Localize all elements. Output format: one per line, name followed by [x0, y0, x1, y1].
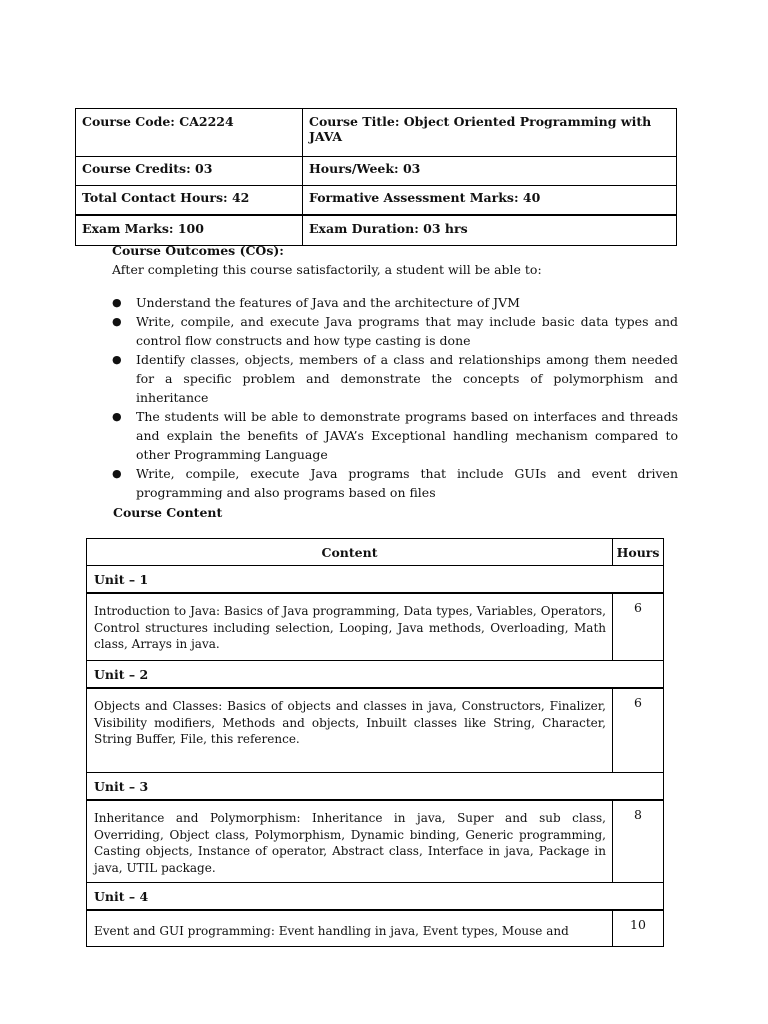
bullet-icon: ● — [112, 467, 122, 480]
unit-row — [87, 661, 664, 689]
list-item — [112, 312, 678, 350]
outcome-text: Write, compile, and execute Java programs that may include basic data types and control flow constructs and how type casting is done — [136, 314, 678, 348]
unit-hours: 10 — [613, 910, 664, 946]
unit-label: Unit – 2 — [87, 661, 664, 689]
course-info-table — [75, 108, 677, 246]
table-row — [87, 910, 664, 946]
unit-hours: 8 — [613, 800, 664, 883]
bullet-icon: ● — [112, 296, 122, 309]
exam-marks: Exam Marks: 100 — [76, 215, 303, 246]
bullet-icon: ● — [112, 315, 122, 328]
outcome-text: Write, compile, execute Java programs that include GUIs and event driven programming and also programs based on files — [136, 466, 678, 500]
exam-duration: Exam Duration: 03 hrs — [303, 215, 677, 246]
unit-description: Inheritance and Polymorphism: Inheritance in java, Super and sub class, Overriding, Object class, Polymorphism, Dynamic binding, Generic programming, Casting objects, Instance of operator, Abstract class, Interface in java, Package in java, UTIL package. — [87, 800, 613, 883]
list-item — [112, 293, 678, 312]
total-contact-hours: Total Contact Hours: 42 — [76, 186, 303, 216]
bullet-icon: ● — [112, 353, 122, 366]
unit-label: Unit – 3 — [87, 773, 664, 801]
unit-description: Objects and Classes: Basics of objects and classes in java, Constructors, Finalizer, Visibility modifiers, Methods and objects, Inbuilt classes like String, Character, String Buffer, File, this reference. — [87, 688, 613, 773]
column-header-hours: Hours — [613, 539, 664, 566]
formative-assessment-marks: Formative Assessment Marks: 40 — [303, 186, 677, 216]
unit-description: Event and GUI programming: Event handling in java, Event types, Mouse and — [87, 910, 613, 946]
course-title: Course Title: Object Oriented Programming with JAVA — [303, 109, 677, 157]
outcome-text: Identify classes, objects, members of a class and relationships among them needed for a specific problem and demonstrate the concepts of polymorphism and inheritance — [136, 352, 678, 405]
course-code: Course Code: CA2224 — [76, 109, 303, 157]
course-content-table — [86, 538, 664, 947]
unit-label: Unit – 4 — [87, 883, 664, 911]
table-row — [87, 593, 664, 661]
unit-row — [87, 883, 664, 911]
table-row — [87, 800, 664, 883]
unit-hours: 6 — [613, 593, 664, 661]
list-item — [112, 464, 678, 502]
unit-description: Introduction to Java: Basics of Java programming, Data types, Variables, Operators, Control structures including selection, Looping, Java methods, Overloading, Math class, Arrays in java. — [87, 593, 613, 661]
hours-per-week: Hours/Week: 03 — [303, 157, 677, 186]
outcome-text: Understand the features of Java and the architecture of JVM — [136, 295, 520, 310]
bullet-icon: ● — [112, 410, 122, 423]
unit-hours: 6 — [613, 688, 664, 773]
unit-label: Unit – 1 — [87, 566, 664, 594]
list-item — [112, 350, 678, 407]
content-heading: Course Content — [113, 505, 223, 520]
outcomes-intro: After completing this course satisfactorily, a student will be able to: — [112, 262, 542, 277]
list-item — [112, 407, 678, 464]
unit-row — [87, 773, 664, 801]
unit-row — [87, 566, 664, 594]
column-header-content: Content — [87, 539, 613, 566]
outcomes-heading: Course Outcomes (COs): — [112, 243, 284, 258]
outcomes-list — [112, 293, 678, 502]
table-row — [87, 688, 664, 773]
outcome-text: The students will be able to demonstrate programs based on interfaces and threads and explain the benefits of JAVA’s Exceptional handling mechanism compared to other Programming Language — [136, 409, 678, 462]
course-credits: Course Credits: 03 — [76, 157, 303, 186]
